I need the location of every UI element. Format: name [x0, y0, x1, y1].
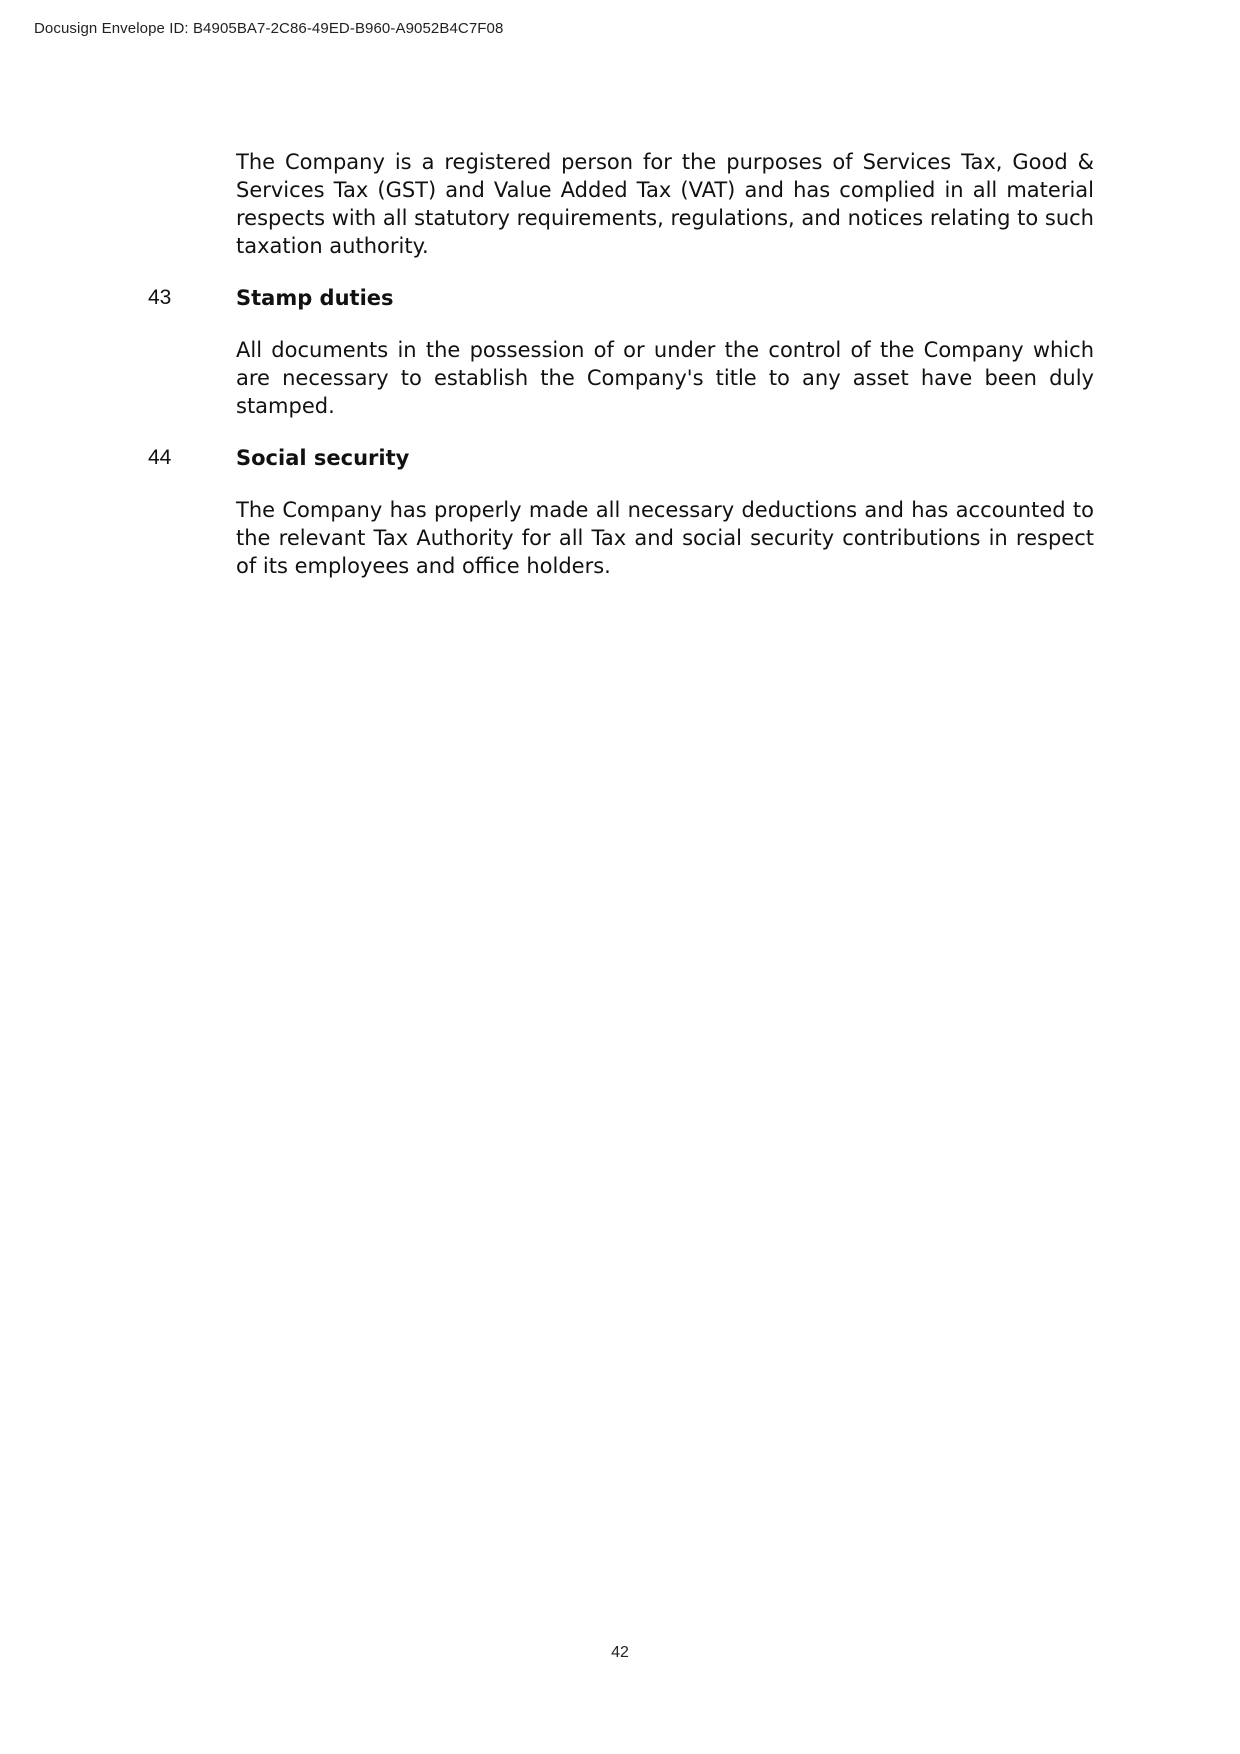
section-44 — [148, 444, 1094, 580]
docusign-envelope-id: Docusign Envelope ID: B4905BA7-2C86-49ED-B960-A9052B4C7F08 — [34, 20, 504, 37]
intro-paragraph: The Company is a registered person for the purposes of Services Tax, Good & Services Tax (GST) and Value Added Tax (VAT) and has complied in all material respects with all statutory requirements, regulations, and notices relating to such taxation authority. — [236, 150, 1094, 258]
section-title: Stamp duties — [236, 286, 394, 310]
section-body: The Company has properly made all necessary deductions and has accounted to the relevant Tax Authority for all Tax and social security contributions in respect of its employees and office holders. — [236, 498, 1094, 578]
document-body — [148, 148, 1094, 580]
section-43 — [148, 284, 1094, 420]
section-number: 44 — [148, 446, 172, 469]
section-body: All documents in the possession of or under the control of the Company which are necessary to establish the Company's title to any asset have been duly stamped. — [236, 338, 1094, 418]
section-title: Social security — [236, 446, 410, 470]
page-number: 42 — [611, 1644, 629, 1661]
section-number: 43 — [148, 286, 172, 309]
section-heading — [148, 444, 1094, 472]
section-heading — [148, 284, 1094, 312]
